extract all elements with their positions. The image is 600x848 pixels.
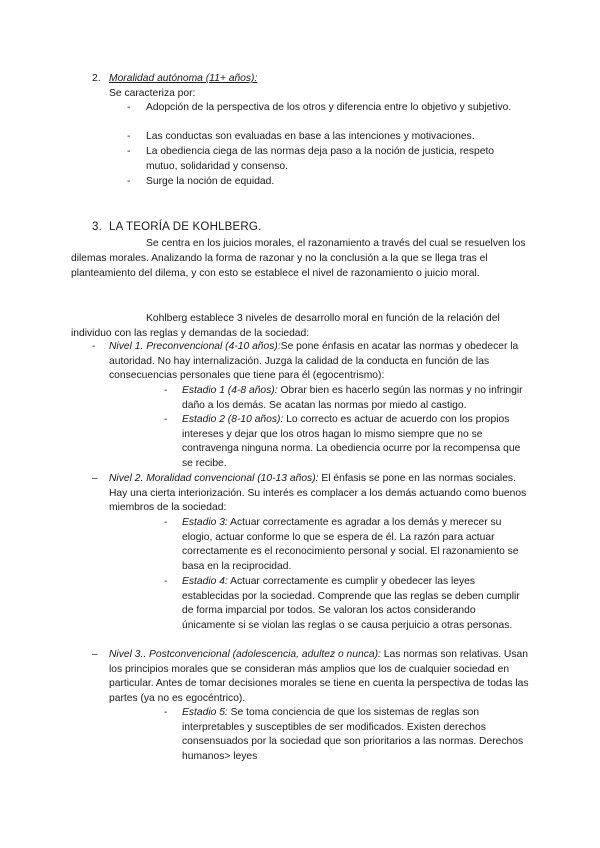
list-item: Surge la noción de equidad. — [146, 176, 275, 187]
bullet-dash: - — [127, 131, 131, 142]
section3-title: LA TEORÍA DE KOHLBERG. — [109, 221, 262, 233]
section3-paragraph-2: Kohlberg establece 3 niveles de desarrollo moral en función de la relación del individuo con las reglas y demandas de la sociedad: — [71, 313, 500, 340]
bullet-dash: - — [127, 146, 131, 157]
bullet-dash: – — [92, 649, 98, 660]
bullet-dash: - — [164, 517, 168, 528]
list-item: La obediencia ciega de las normas deja paso a la noción de justicia, respeto mutuo, solidaridad y consenso. — [146, 146, 495, 172]
section2-intro: Se caracteriza por: — [109, 88, 196, 99]
stage-4-text: Actuar correctamente es cumplir y obedecer las leyes establecidas por la sociedad. Comprende que las reglas se deben cumplir de forma imparcial por todos. Se valoran los actos considerando únicamente si se violan las reglas o se causa perjuicio a otras personas. — [182, 576, 520, 631]
section3-number: 3. — [92, 221, 102, 233]
stage-4 — [182, 575, 527, 633]
bullet-dash: - — [164, 414, 168, 425]
stage-3-text: Actuar correctamente es agradar a los demás y merecer su elogio, actuar conforme lo que se espera de él. La razón para actuar correctamente es el reconocimiento personal y social. El razonamiento se basa en la reciprocidad. — [182, 517, 519, 572]
level-2-label: Nivel 2. Moralidad convencional (10-13 años): — [109, 473, 319, 484]
stage-5 — [182, 706, 527, 764]
stage-5-label: Estadio 5: — [182, 707, 228, 718]
level-2 — [109, 472, 529, 516]
stage-2 — [182, 413, 527, 471]
bullet-dash: - — [164, 385, 168, 396]
section3-paragraph-1: Se centra en los juicios morales, el razonamiento a través del cual se resuelven los dilemas morales. Analizando la forma de razonar y no la conclusión a la que se llega tras el planteamiento del dilema, y con esto se establece el nivel de razonamiento o juicio moral. — [71, 238, 526, 280]
level-1-label: Nivel 1. Preconvencional (4-10 años): — [109, 341, 281, 352]
stage-5-text: Se toma conciencia de que los sistemas de reglas son interpretables y susceptibles de ser modificados. Existen derechos consensuados por la sociedad que son prioritarios a las normas. Derechos humanos> leyes — [182, 707, 524, 762]
level-3-label: Nivel 3.. Postconvencional (adolescencia, adultez o nunca): — [109, 649, 381, 660]
section2-title: Moralidad autónoma (11+ años): — [109, 73, 258, 84]
bullet-dash: - — [164, 707, 168, 718]
level-1-text: Se pone énfasis en acatar las normas y obedecer la autoridad. No hay internalización. Juzga la calidad de la conducta en función de las consecuencias personales que tiene para él (egocentrismo): — [109, 341, 519, 382]
stage-2-text: Lo correcto es actuar de acuerdo con los propios intereses y dejar que los otros hagan lo mismo siempre que no se contravenga ninguna norma. La obediencia ocurre por la recompensa que se recibe. — [182, 414, 521, 469]
bullet-dash: - — [92, 341, 96, 352]
stage-1-label: Estadio 1 (4-8 años): — [182, 385, 278, 396]
stage-3-label: Estadio 3: — [182, 517, 228, 528]
list-item: Las conductas son evaluadas en base a las intenciones y motivaciones. — [146, 131, 475, 142]
bullet-dash: - — [127, 102, 131, 113]
stage-2-label: Estadio 2 (8-10 años): — [182, 414, 284, 425]
level-3-text: Las normas son relativas. Usan los principios morales que se consideran más amplios que los de cualquier sociedad en particular. Antes de tomar decisiones morales se tiene en cuenta la perspectiva de todas las partes (ya no es egocéntrico). — [109, 649, 529, 704]
stage-4-label: Estadio 4: — [182, 576, 228, 587]
stage-1-text: Obrar bien es hacerlo según las normas y no infringir daño a los demás. Se acatan las normas por miedo al castigo. — [182, 385, 523, 411]
level-3 — [109, 648, 529, 706]
bullet-dash: - — [164, 576, 168, 587]
level-1 — [109, 340, 529, 384]
list-item: Adopción de la perspectiva de los otros y diferencia entre lo objetivo y subjetivo. — [146, 102, 512, 113]
section2-number: 2. — [92, 73, 101, 84]
stage-1 — [182, 384, 527, 413]
level-2-text: El énfasis se pone en las normas sociales. Hay una cierta interiorización. Su interés es complacer a los demás actuando como buenos miembros de la sociedad: — [109, 473, 527, 514]
bullet-dash: – — [92, 473, 98, 484]
bullet-dash: - — [127, 176, 131, 187]
stage-3 — [182, 516, 527, 574]
